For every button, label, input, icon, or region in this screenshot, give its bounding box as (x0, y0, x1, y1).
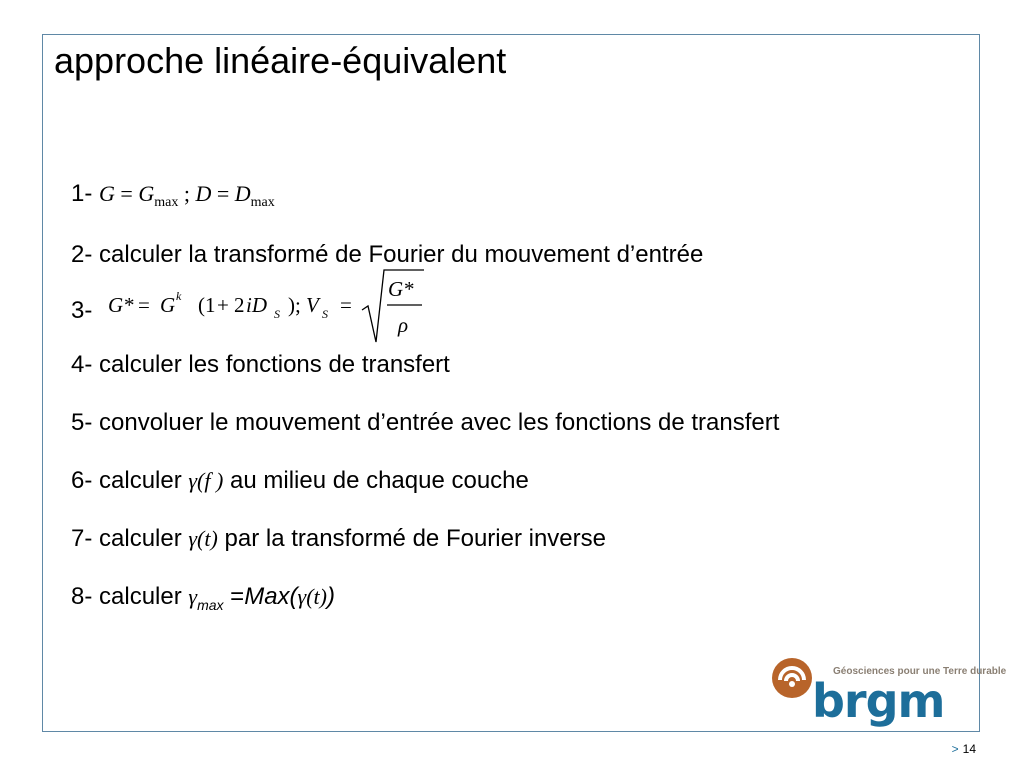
step-4: 4- calculer les fonctions de transfert (71, 351, 450, 378)
step-2-number: 2- (71, 241, 93, 268)
step-8-prefix: 8- calculer (71, 583, 182, 610)
slide-title: approche linéaire-équivalent (54, 40, 507, 81)
step-3-formula (104, 266, 434, 346)
svg-text:k: k (176, 289, 182, 303)
step-6-prefix: 6- calculer (71, 467, 182, 494)
page-number (952, 742, 976, 756)
step-7-suffix: par la transformé de Fourier inverse (224, 525, 606, 552)
svg-text:+: + (217, 293, 229, 317)
step-7 (71, 525, 606, 553)
svg-text:V: V (306, 293, 319, 317)
step-6 (71, 467, 529, 495)
svg-text:G: G (160, 293, 176, 317)
step-6-formula: γ(f ) (188, 468, 224, 493)
step-7-prefix: 7- calculer (71, 525, 182, 552)
step-1-number: 1- (71, 180, 93, 207)
logo-name: brgm (812, 674, 945, 728)
svg-text:G: G (108, 293, 124, 317)
slide-frame (42, 34, 980, 732)
step-2-text: calculer la transformé de Fourier du mouvement d’entrée (99, 241, 704, 268)
page-number-value: 14 (962, 742, 976, 756)
svg-text:2: 2 (234, 293, 245, 317)
svg-text:S: S (274, 307, 280, 321)
svg-text:=: = (340, 293, 352, 317)
step-7-formula: γ(t) (188, 526, 218, 551)
step-3-number: 3- (71, 297, 93, 324)
step-8-formula: $\gamma_{max} =Max(\gamma(t))$ (188, 583, 335, 613)
svg-text:*: * (404, 277, 415, 301)
step-1 (71, 180, 275, 208)
next-arrow-icon[interactable]: > (951, 742, 959, 756)
svg-text:);: ); (288, 293, 301, 317)
svg-text:S: S (322, 307, 328, 321)
svg-text:*: * (124, 293, 135, 317)
svg-text:G: G (388, 277, 404, 301)
step-2 (71, 241, 703, 269)
step-8 (71, 583, 335, 611)
step-5: 5- convoluer le mouvement d’entrée avec les fonctions de transfert (71, 409, 780, 436)
logo-tagline: Géosciences pour une Terre durable (833, 666, 1007, 677)
step-3 (71, 297, 92, 325)
step-6-suffix: au milieu de chaque couche (230, 467, 529, 494)
svg-text:ρ: ρ (398, 313, 409, 337)
step-1-formula: $G = G_{max}$ ; $D = D_{max}$ (99, 181, 275, 210)
svg-text:iD: iD (246, 293, 267, 317)
svg-text:(1: (1 (198, 293, 216, 317)
svg-text:=: = (138, 293, 150, 317)
brgm-logo-icon (772, 658, 816, 702)
